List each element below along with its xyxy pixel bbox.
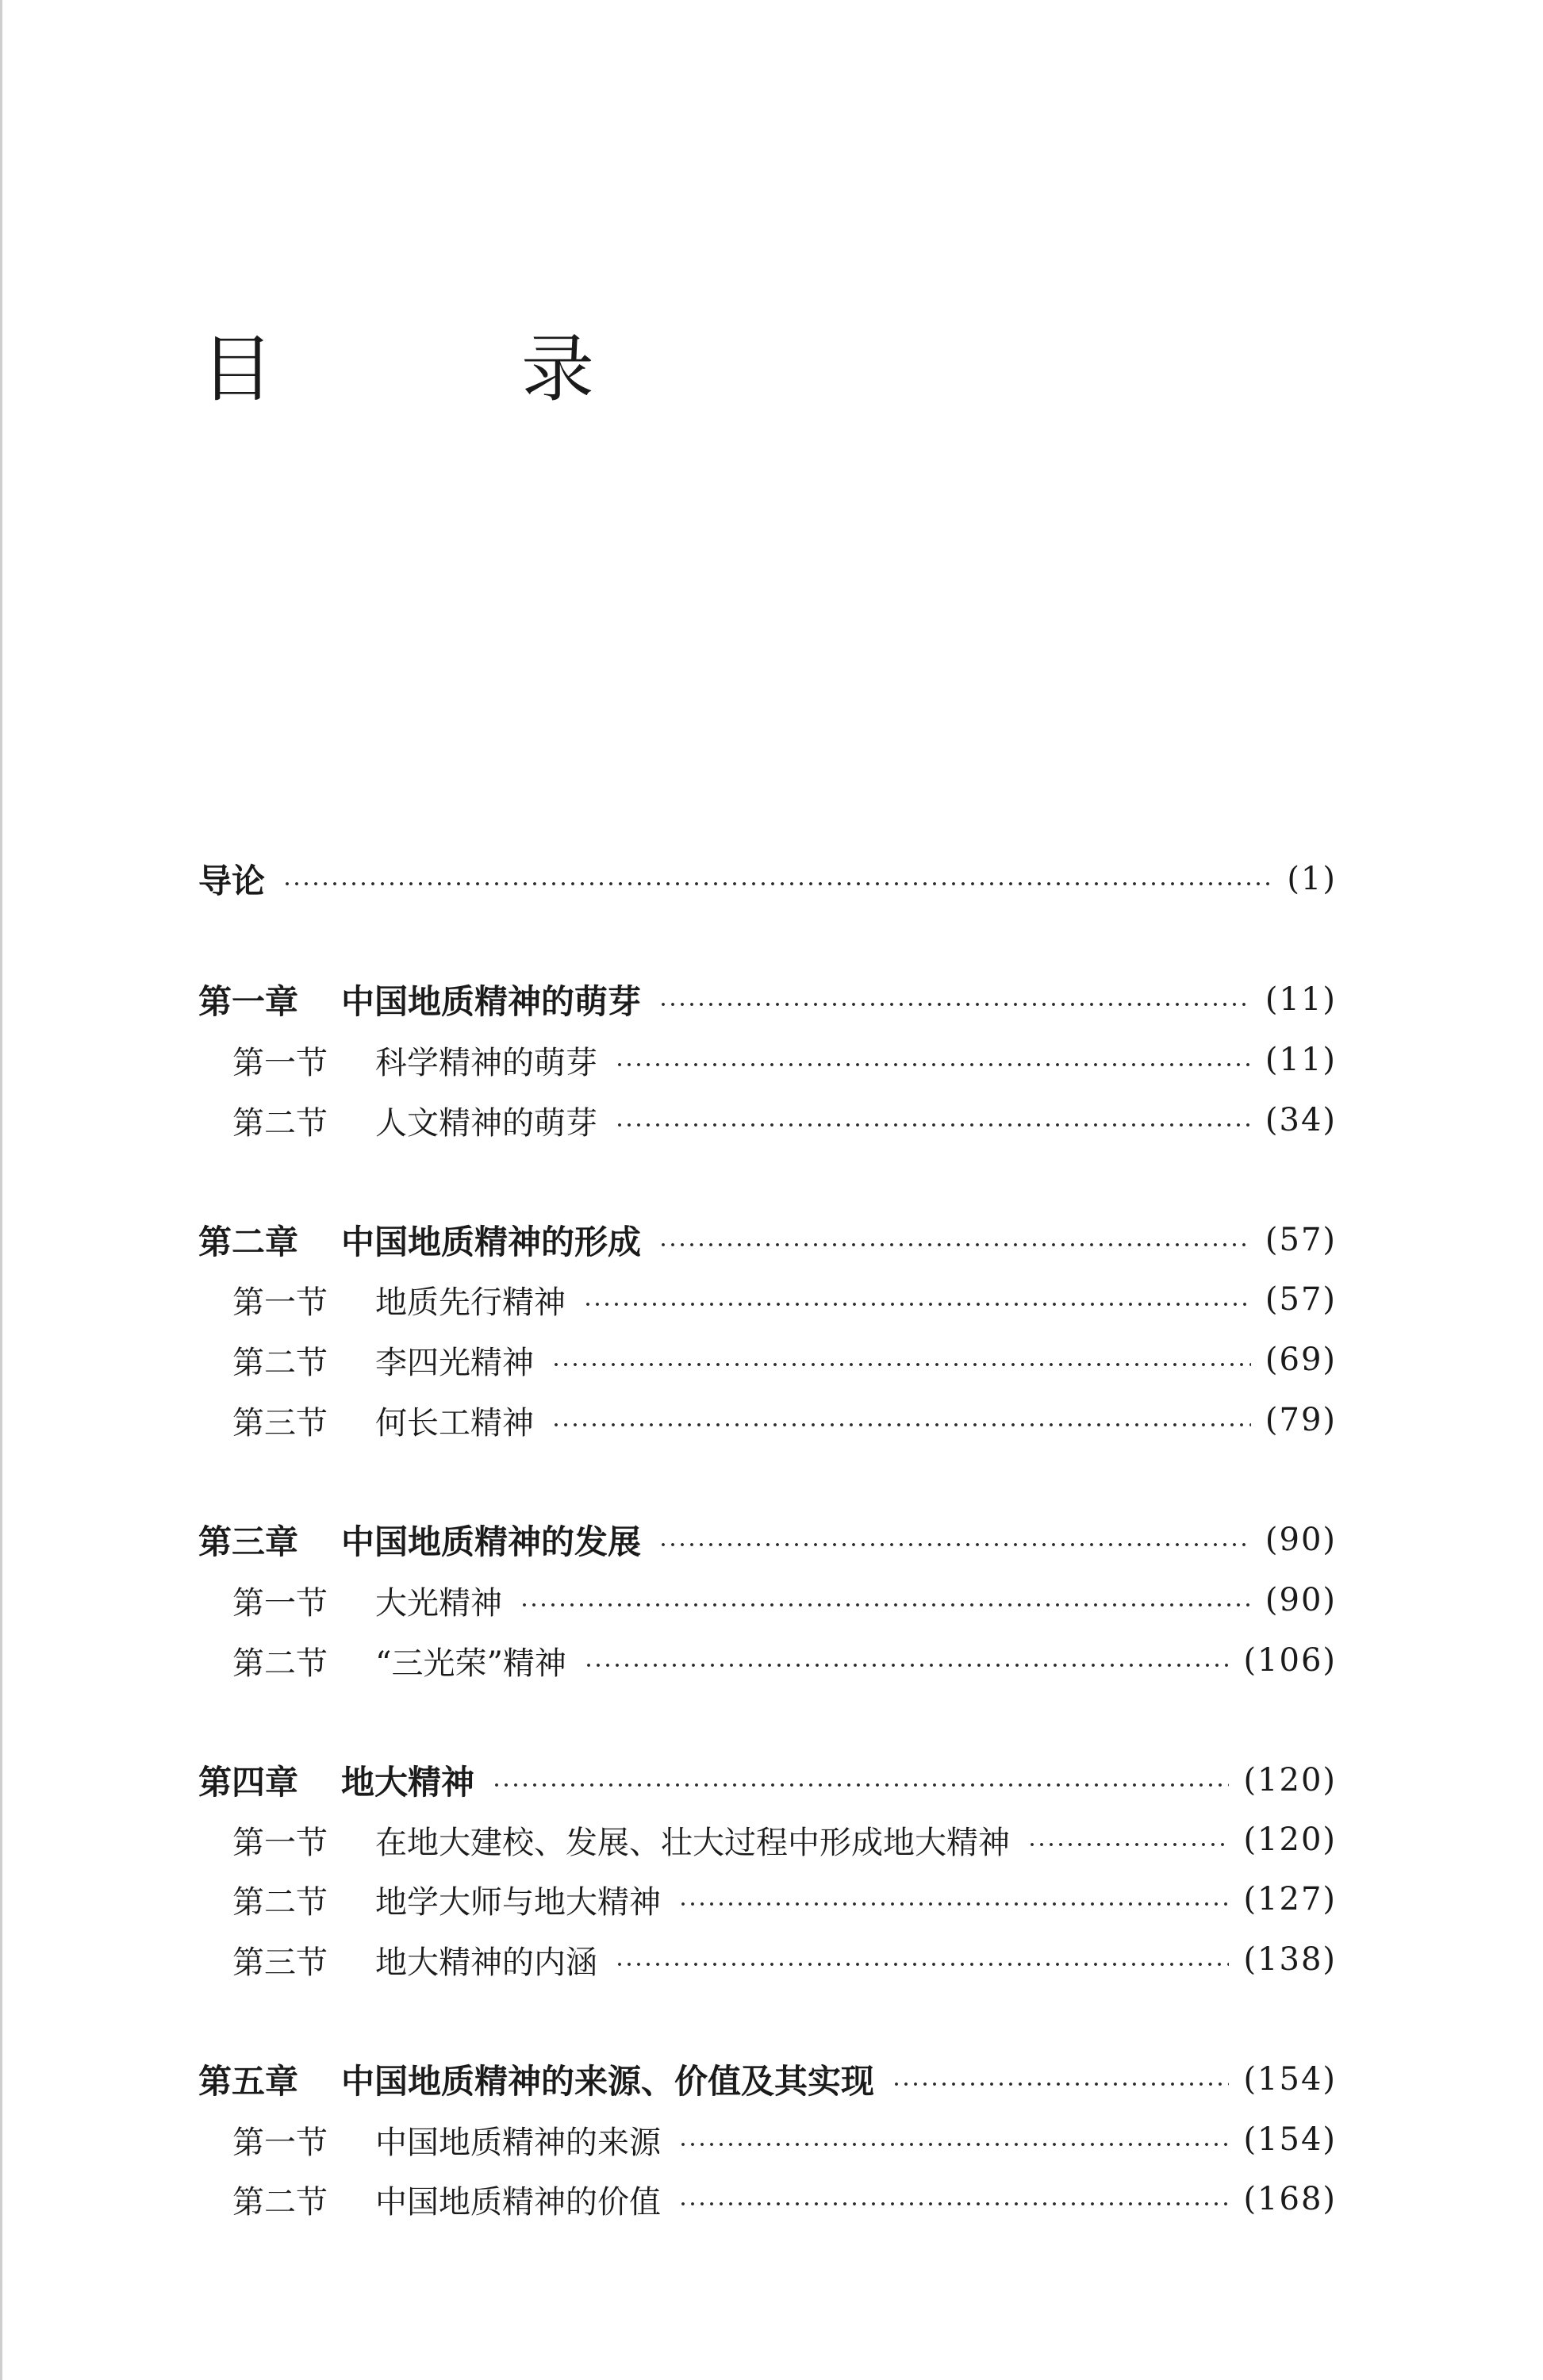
toc-entry-title: 中国地质精神的来源、价值及其实现: [341, 2062, 875, 2101]
toc-entry-chapter-3-section-1[interactable]: [232, 1576, 1337, 1624]
toc-entry-page: (57): [1265, 1281, 1337, 1318]
toc-entry-chapter-1-section-1[interactable]: [232, 1036, 1337, 1084]
toc-entry-page: (154): [1243, 2121, 1337, 2158]
dot-leader: [1027, 1841, 1229, 1848]
toc-entry-title: 地质先行精神: [375, 1284, 566, 1321]
dot-leader: [492, 1782, 1229, 1788]
dot-leader: [678, 2201, 1229, 2207]
dot-leader: [551, 1361, 1251, 1368]
toc-entry-intro[interactable]: [198, 855, 1337, 903]
toc-entry-label: 第一章: [198, 982, 299, 1021]
toc-entry-chapter-2-section-1[interactable]: [232, 1276, 1337, 1323]
toc-entry-chapter-4-section-1[interactable]: [232, 1816, 1337, 1864]
toc-entry-label: 第三章: [198, 1522, 299, 1561]
toc-entry-page: (34): [1265, 1102, 1337, 1138]
toc-entry-title: “三光荣”精神: [375, 1645, 566, 1682]
toc-entry-title: 中国地质精神的发展: [341, 1522, 642, 1561]
toc-entry-chapter-1-section-2[interactable]: [232, 1096, 1337, 1144]
toc-entry-title: 中国地质精神的来源: [375, 2124, 661, 2161]
toc-entry-page: (57): [1265, 1222, 1337, 1258]
toc-entry-page: (90): [1265, 1582, 1337, 1618]
dot-leader: [583, 1301, 1251, 1307]
dot-leader: [678, 2141, 1229, 2148]
page-title: 目 录: [201, 327, 682, 412]
toc-entry-page: (106): [1243, 1642, 1337, 1679]
toc-entry-title: 在地大建校、发展、壮大过程中形成地大精神: [375, 1824, 1010, 1861]
toc-entry-chapter-1[interactable]: [198, 976, 1337, 1023]
dot-leader: [615, 1961, 1229, 1967]
toc-entry-label: 第一节: [232, 1824, 328, 1861]
toc-entry-title: 地大精神的内涵: [375, 1944, 597, 1981]
toc-entry-chapter-5-section-2[interactable]: [232, 2175, 1337, 2223]
toc-entry-label: 第一节: [232, 1584, 328, 1622]
toc-entry-title: 地大精神: [341, 1763, 475, 1802]
toc-entry-chapter-5[interactable]: [198, 2056, 1337, 2103]
toc-entry-title: 中国地质精神的萌芽: [341, 982, 642, 1021]
toc-entry-title: 人文精神的萌芽: [375, 1104, 597, 1142]
dot-leader: [520, 1602, 1251, 1608]
toc-entry-page: (168): [1243, 2181, 1337, 2217]
toc-entry-title: 导论: [198, 862, 266, 900]
toc-entry-chapter-2[interactable]: [198, 1216, 1337, 1264]
dot-leader: [678, 1901, 1229, 1907]
toc-entry-page: (1): [1287, 861, 1337, 897]
toc-entry-chapter-4[interactable]: [198, 1756, 1337, 1804]
toc-entry-page: (79): [1265, 1402, 1337, 1438]
toc-entry-chapter-5-section-1[interactable]: [232, 2116, 1337, 2163]
toc-entry-page: (138): [1243, 1941, 1337, 1978]
dot-leader: [615, 1122, 1251, 1128]
dot-leader: [615, 1061, 1251, 1068]
toc-entry-page: (120): [1243, 1821, 1337, 1858]
toc-entry-title: 地学大师与地大精神: [375, 1883, 661, 1921]
toc-entry-label: 第五章: [198, 2062, 299, 2101]
toc-entry-label: 第四章: [198, 1763, 299, 1802]
toc-entry-title: 何长工精神: [375, 1404, 534, 1441]
dot-leader: [658, 1001, 1251, 1008]
toc-entry-chapter-4-section-2[interactable]: [232, 1875, 1337, 1923]
toc-entry-label: 第一节: [232, 1044, 328, 1081]
toc-entry-page: (69): [1265, 1342, 1337, 1378]
toc-entry-chapter-2-section-2[interactable]: [232, 1336, 1337, 1384]
dot-leader: [551, 1422, 1251, 1428]
toc-entry-label: 第二节: [232, 1645, 328, 1682]
toc-entry-page: (11): [1265, 1042, 1337, 1078]
toc-entry-title: 中国地质精神的形成: [341, 1223, 642, 1261]
dot-leader: [658, 1541, 1251, 1548]
toc-entry-page: (90): [1265, 1522, 1337, 1558]
toc-entry-page: (11): [1265, 981, 1337, 1018]
toc-entry-label: 第三节: [232, 1944, 328, 1981]
toc-entry-title: 中国地质精神的价值: [375, 2183, 661, 2221]
toc-entry-label: 第一节: [232, 2124, 328, 2161]
toc-entry-chapter-3-section-2[interactable]: [232, 1637, 1337, 1684]
toc-entry-label: 第一节: [232, 1284, 328, 1321]
toc-entry-label: 第二章: [198, 1223, 299, 1261]
dot-leader: [282, 881, 1272, 887]
toc-entry-label: 第二节: [232, 1883, 328, 1921]
toc-entry-label: 第三节: [232, 1404, 328, 1441]
dot-leader: [892, 2081, 1229, 2087]
toc-entry-page: (154): [1243, 2061, 1337, 2098]
dot-leader: [658, 1242, 1251, 1248]
toc-entry-chapter-4-section-3[interactable]: [232, 1936, 1337, 1983]
toc-entry-title: 李四光精神: [375, 1344, 534, 1381]
toc-entry-page: (120): [1243, 1762, 1337, 1798]
toc-entry-label: 第二节: [232, 1344, 328, 1381]
toc-entry-chapter-3[interactable]: [198, 1516, 1337, 1564]
toc-entry-label: 第二节: [232, 1104, 328, 1142]
toc-entry-label: 第二节: [232, 2183, 328, 2221]
toc-entry-chapter-2-section-3[interactable]: [232, 1396, 1337, 1444]
toc-entry-title: 大光精神: [375, 1584, 502, 1622]
toc-entry-page: (127): [1243, 1881, 1337, 1917]
toc-entry-title: 科学精神的萌芽: [375, 1044, 597, 1081]
dot-leader: [584, 1662, 1230, 1668]
